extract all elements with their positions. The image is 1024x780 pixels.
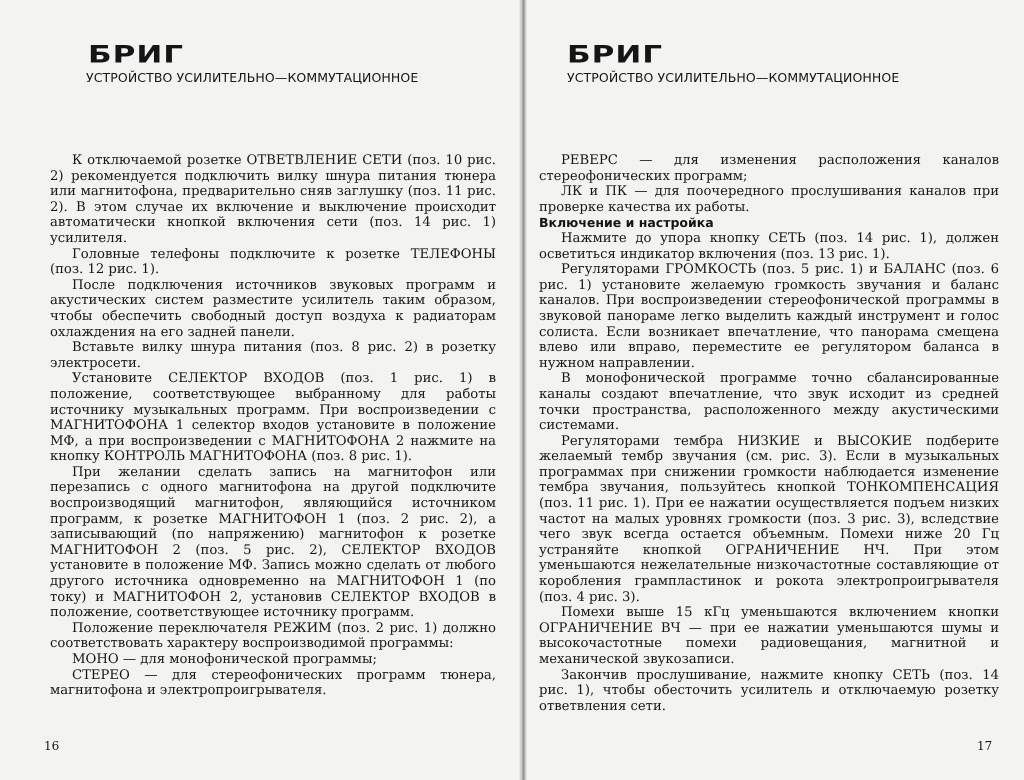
brand-logo: БРИГ <box>567 40 664 69</box>
paragraph: РЕВЕРС — для изменения расположения каналов стереофонических программ; <box>539 153 999 184</box>
brand-logo: БРИГ <box>88 40 185 69</box>
paragraph: Установите СЕЛЕКТОР ВХОДОВ (поз. 1 рис. 1) в положение, соответствующее выбранному для работы источнику музыкальных программ. При воспроизведении с МАГНИТОФОНА 1 селектор входов установите в положение МФ, а при воспроизведении с МАГНИТОФОНА 2 нажмите на кнопку КОНТРОЛЬ МАГНИТОФОНА (поз. 8 рис. 1). <box>50 371 496 465</box>
section-heading: Включение и настройка <box>539 215 714 231</box>
page-subtitle: УСТРОЙСТВО УСИЛИТЕЛЬНО—КОММУТАЦИОННОЕ <box>86 70 419 85</box>
mode-mono-item: МОНО — для монофонической программы; <box>72 652 377 667</box>
paragraph: Закончив прослушивание, нажмите кнопку СЕТЬ (поз. 14 рис. 1), чтобы обесточить усилитель и отключаемую розетку ответвления сети. <box>539 667 999 714</box>
paragraph: Регуляторами ГРОМКОСТЬ (поз. 5 рис. 1) и БАЛАНС (поз. 6 рис. 1) установите желаемую громкость звучания и баланс каналов. При воспроизведении стереофонической программы в звуковой панораме легко выделить каждый инструмент и голос солиста. Если возникает впечатление, что панорама смещена влево или вправо, переместите ее регулятором баланса в нужном направлении. <box>539 262 999 371</box>
page-subtitle: УСТРОЙСТВО УСИЛИТЕЛЬНО—КОММУТАЦИОННОЕ <box>567 70 900 85</box>
right-page-body <box>539 153 999 714</box>
page-number: 17 <box>977 739 993 753</box>
mode-stereo-item: СТЕРЕО — для стереофонических программ тюнера, магнитофона и электропроигрывателя. <box>50 667 496 699</box>
right-page <box>522 0 1024 780</box>
left-page-body <box>50 153 496 699</box>
paragraph: Головные телефоны подключите к розетке ТЕЛЕФОНЫ (поз. 12 рис. 1). <box>50 246 496 278</box>
paragraph: В монофонической программе точно сбалансированные каналы создают впечатление, что звук исходит из средней точки пространства, расположенного между акустическими системами. <box>539 371 999 434</box>
paragraph: Нажмите до упора кнопку СЕТЬ (поз. 14 рис. 1), должен осветиться индикатор включения (поз. 13 рис. 1). <box>539 230 999 262</box>
paragraph: К отключаемой розетке ОТВЕТВЛЕНИЕ СЕТИ (поз. 10 рис. 2) рекомендуется подключить вилку шнура питания тюнера или магнитофона, предварительно сняв заглушку (поз. 11 рис. 2). В этом случае их включение и выключение происходит автоматически кнопкой включения сети (поз. 14 рис. 1) усилителя. <box>50 153 496 246</box>
page-number: 16 <box>44 739 60 753</box>
paragraph: Вставьте вилку шнура питания (поз. 8 рис. 2) в розетку электросети. <box>50 340 496 371</box>
paragraph: Регуляторами тембра НИЗКИЕ и ВЫСОКИЕ подберите желаемый тембр звучания (см. рис. 3). Если в музыкальных программах при снижении громкости наблюдается изменение тембра звучания, пользуйтесь кнопкой ТОНКОМПЕНСАЦИЯ (поз. 11 рис. 1). При ее нажатии осуществляется подъем низких частот на малых уровнях громкости (поз. 3 рис. 3), вследствие чего звук всегда остается объемным. Помехи ниже 20 Гц устраняйте кнопкой ОГРАНИЧЕНИЕ НЧ. При этом уменьшаются нежелательные низкочастотные составляющие от коробления грампластинок и рокота электропроигрывателя (поз. 4 рис. 3). <box>539 433 999 605</box>
paragraph: Помехи выше 15 кГц уменьшаются включением кнопки ОГРАНИЧЕНИЕ ВЧ — при ее нажатии уменьшаются шумы и высокочастотные помехи радиовещания, магнитной и механической звукозаписи. <box>539 605 999 667</box>
paragraph: Положение переключателя РЕЖИМ (поз. 2 рис. 1) должно соответствовать характеру воспроизводимой программы: <box>50 620 496 652</box>
paragraph: ЛК и ПК — для поочередного прослушивания каналов при проверке качества их работы. <box>539 184 999 215</box>
paragraph: После подключения источников звуковых программ и акустических систем разместите усилитель таким образом, чтобы обеспечить свободный доступ воздуха к радиаторам охлаждения на его задней панели. <box>50 277 496 340</box>
paragraph: При желании сделать запись на магнитофон или перезапись с одного магнитофона на другой подключите воспроизводящий магнитофон, являющийся источником программ, к розетке МАГНИТОФОН 1 (поз. 2 рис. 2), а записывающий (по напряжению) магнитофон к розетке МАГНИТОФОН 2 (поз. 5 рис. 2), СЕЛЕКТОР ВХОДОВ установите в положение МФ. Запись можно сделать от любого другого источника одновременно на МАГНИТОФОН 1 (по току) и МАГНИТОФОН 2, установив СЕЛЕКТОР ВХОДОВ в положение, соответствующее источнику программ. <box>50 464 496 621</box>
